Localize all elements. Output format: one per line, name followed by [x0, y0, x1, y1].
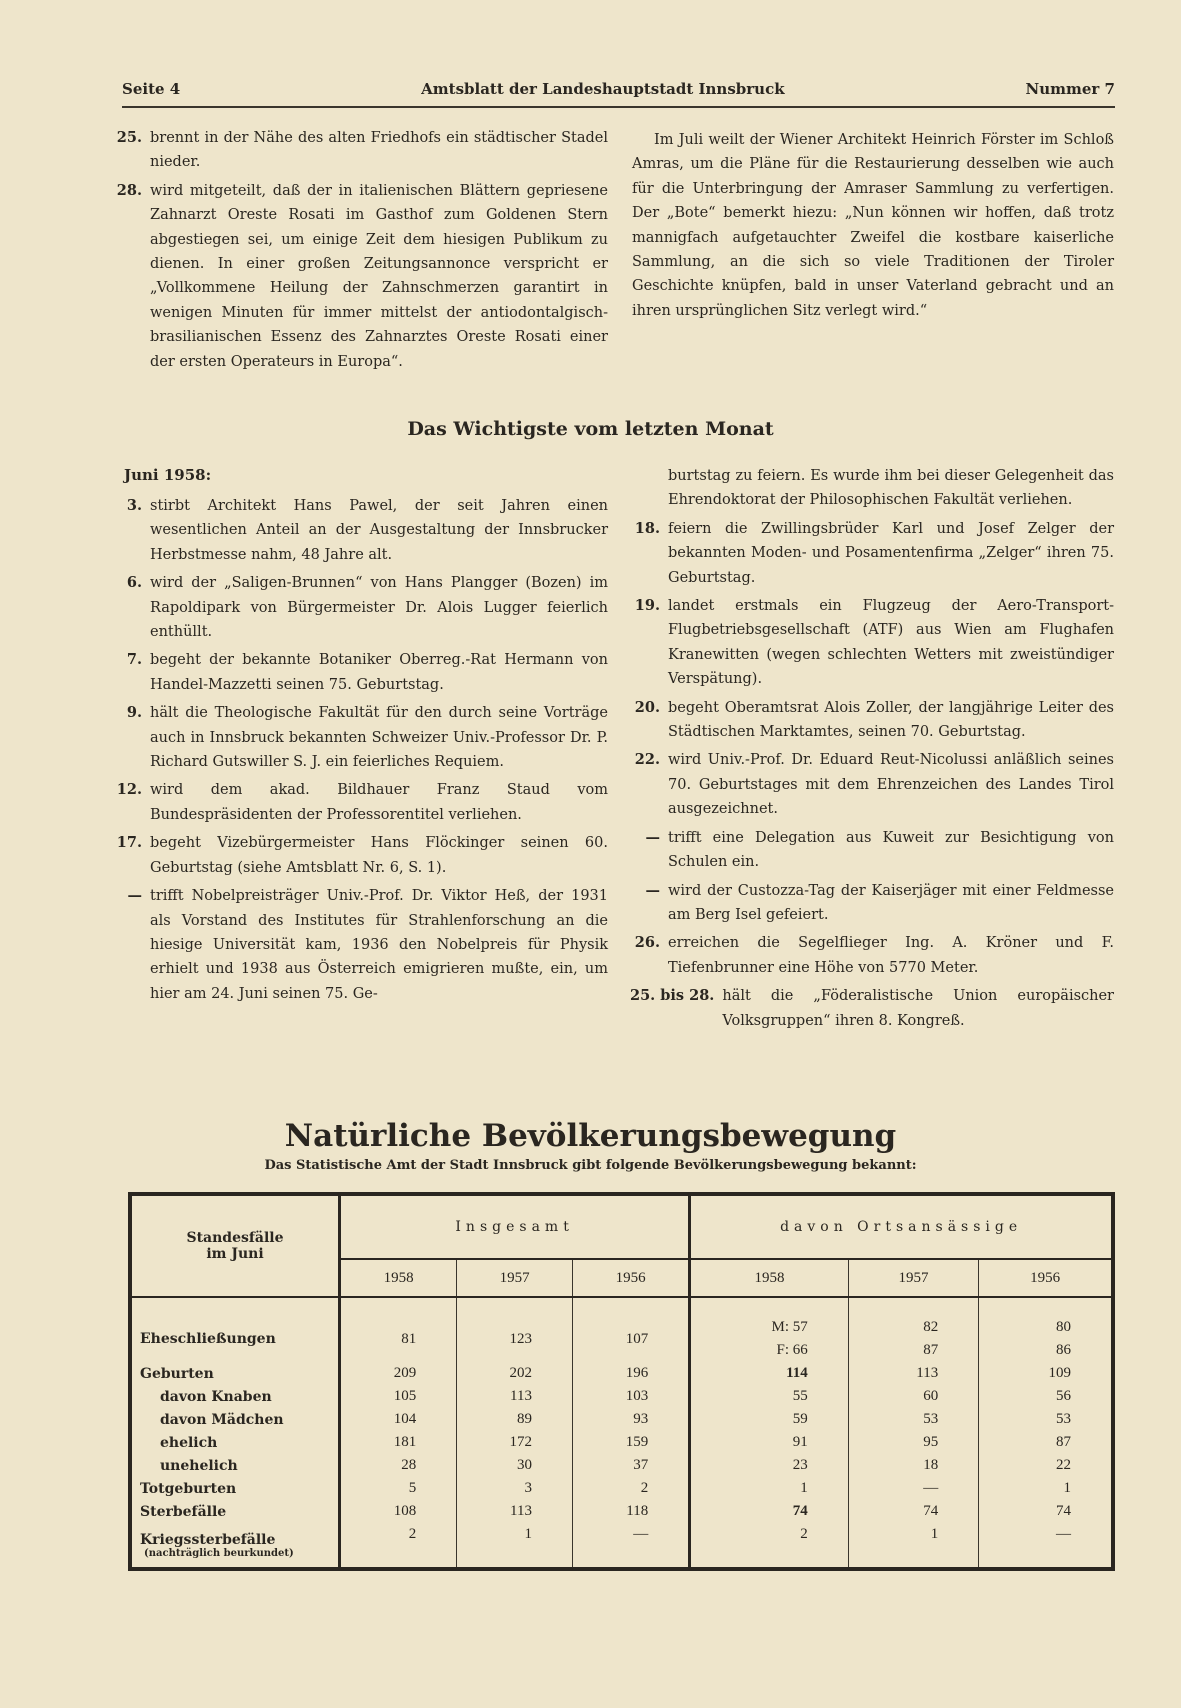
table-row [130, 1523, 1113, 1569]
table-cell: 114 [690, 1362, 849, 1385]
table-cell: 59 [690, 1408, 849, 1431]
table-cell: 123 [457, 1297, 573, 1362]
row-label [130, 1362, 340, 1385]
row-label-text: Kriegssterbefälle [140, 1531, 276, 1548]
event-entry [630, 748, 1114, 821]
events-left-column [112, 494, 608, 1010]
table-cell: 37 [572, 1454, 689, 1477]
table-cell: 1 [690, 1477, 849, 1500]
table-row [130, 1362, 1113, 1385]
table-cell: 55 [690, 1385, 849, 1408]
event-entry [112, 831, 608, 880]
event-text: feiern die Zwillingsbrüder Karl und Josef Zelger der bekannten Moden- und Posamentenfirma „Zelger“ ihren 75. Geburtstag. [668, 520, 1114, 586]
row-label-text: davon Mädchen [160, 1411, 284, 1428]
table-cell: 74 [848, 1500, 978, 1523]
event-day: 7. [126, 651, 142, 669]
table-cell: 22 [979, 1454, 1113, 1477]
events-right-column [630, 464, 1114, 1037]
table-row [130, 1454, 1113, 1477]
event-text: wird Univ.-Prof. Dr. Eduard Reut-Nicolussi anläßlich seines 70. Geburtstages mit dem Ehrenzeichen des Landes Tirol ausgezeichnet. [668, 752, 1114, 818]
table-cell: 5 [340, 1477, 457, 1500]
row-label-text: davon Knaben [160, 1388, 272, 1405]
table-cell: 30 [457, 1454, 573, 1477]
event-day: 9. [126, 704, 142, 722]
table-cell: 95 [848, 1431, 978, 1454]
table-cell: — [572, 1523, 689, 1569]
table-cell: 1 [979, 1477, 1113, 1500]
row-label-text: Geburten [140, 1365, 214, 1382]
event-day: 18. [634, 519, 660, 537]
table-cell: 2 [572, 1477, 689, 1500]
event-day: 28. [116, 181, 142, 199]
table-cell: 1 [848, 1523, 978, 1569]
table-cell: 89 [457, 1408, 573, 1431]
table-cell: M: 57 F: 66 [690, 1297, 849, 1362]
table-cell: 1 [457, 1523, 573, 1569]
page-number: Seite 4 [122, 80, 181, 98]
event-text: stirbt Architekt Hans Pawel, der seit Jahren einen wesentlichen Anteil an der Ausgestaltung der Innsbrucker Herbstmesse nahm, 48 Jahre alt. [150, 498, 608, 563]
event-entry [112, 648, 608, 697]
event-entry [630, 594, 1114, 692]
year-header: 1957 [848, 1259, 978, 1297]
year-header: 1958 [690, 1259, 849, 1297]
group-header-residents: davon Ortsansässige [690, 1194, 1113, 1259]
event-day: 25. [116, 129, 142, 146]
table-cell: 196 [572, 1362, 689, 1385]
event-day: 12. [116, 781, 142, 799]
event-day: 3. [126, 497, 142, 514]
event-entry [112, 571, 608, 644]
table-cell: 60 [848, 1385, 978, 1408]
event-text: erreichen die Segelflieger Ing. A. Kröner und F. Tiefenbrunner eine Höhe von 5770 Meter. [668, 935, 1114, 976]
top-left-column [112, 126, 608, 378]
event-day: 22. [634, 751, 660, 769]
row-label-text: unehelich [160, 1457, 238, 1474]
row-label [130, 1408, 340, 1431]
table-cell: 113 [457, 1385, 573, 1408]
table-cell: 81 [340, 1297, 457, 1362]
row-label-text: ehelich [160, 1434, 218, 1451]
table-cell: 118 [572, 1500, 689, 1523]
table-cell: 23 [690, 1454, 849, 1477]
group-header-total: Insgesamt [340, 1194, 690, 1259]
row-label-text: Sterbefälle [140, 1503, 227, 1520]
table-cell: 105 [340, 1385, 457, 1408]
row-label [130, 1500, 340, 1523]
event-entry [630, 879, 1114, 928]
event-entry [112, 884, 608, 1006]
event-text: begeht Vizebürgermeister Hans Flöckinger seinen 60. Geburtstag (siehe Amtsblatt Nr. 6, S. 1). [150, 835, 608, 876]
table-cell: 82 87 [848, 1297, 978, 1362]
year-header: 1958 [340, 1259, 457, 1297]
event-entry [112, 494, 608, 567]
event-entry [630, 696, 1114, 745]
event-entry [112, 179, 608, 374]
table-cell: 91 [690, 1431, 849, 1454]
table-row [130, 1408, 1113, 1431]
event-day: 20. [634, 698, 660, 716]
table-cell: 103 [572, 1385, 689, 1408]
event-day: 17. [116, 834, 142, 852]
event-entry [630, 826, 1114, 875]
table-cell: 107 [572, 1297, 689, 1362]
issue-number: Nummer 7 [1025, 80, 1115, 98]
event-text: wird der „Saligen-Brunnen“ von Hans Plangger (Bozen) im Rapoldipark von Bürgermeister Dr. Alois Lugger feierlich enthüllt. [150, 575, 608, 641]
table-cell: 2 [340, 1523, 457, 1569]
table-cell: 202 [457, 1362, 573, 1385]
table-cell: 80 86 [979, 1297, 1113, 1362]
event-day: 6. [126, 574, 142, 592]
year-header: 1957 [457, 1259, 573, 1297]
table-cell: 159 [572, 1431, 689, 1454]
table-cell: 113 [848, 1362, 978, 1385]
row-label [130, 1523, 340, 1569]
table-cell: 209 [340, 1362, 457, 1385]
row-label [130, 1477, 340, 1500]
event-entry [112, 778, 608, 827]
table-cell: 56 [979, 1385, 1113, 1408]
row-label [130, 1385, 340, 1408]
table-cell: 87 [979, 1431, 1113, 1454]
row-note: (nachträglich beurkundet) [144, 1547, 294, 1559]
table-cell: 104 [340, 1408, 457, 1431]
section-title: Das Wichtigste vom letzten Monat [407, 418, 774, 440]
table-cell: 74 [690, 1500, 849, 1523]
event-entry [630, 931, 1114, 980]
table-cell: — [848, 1477, 978, 1500]
table-cell: 108 [340, 1500, 457, 1523]
table-cell: 93 [572, 1408, 689, 1431]
population-table [128, 1192, 1115, 1571]
table-cell: 53 [979, 1408, 1113, 1431]
event-text: trifft eine Delegation aus Kuweit zur Besichtigung von Schulen ein. [668, 829, 1114, 871]
table-row [130, 1477, 1113, 1500]
row-label [130, 1297, 340, 1362]
table-cell: 181 [340, 1431, 457, 1454]
publication-title: Amtsblatt der Landeshauptstadt Innsbruck [421, 80, 785, 98]
table-cell: 28 [340, 1454, 457, 1477]
event-day: — [645, 828, 660, 846]
event-entry [630, 517, 1114, 590]
table-subtitle: Das Statistische Amt der Stadt Innsbruck gibt folgende Bevölkerungsbewegung bekannt: [264, 1158, 917, 1173]
event-text: wird mitgeteilt, daß der in italienischen Blättern gepriesene Zahnarzt Oreste Rosati im Gasthof zum Goldenen Stern abgestiegen sei, um einige Zeit dem hiesigen Publikum zu dienen. In einer großen Zeitungsannonce verspricht er „Vollkommene Heilung der Zahnschmerzen garantirt in wenigen Minuten für immer mittelst der antiodontalgisch-brasilianischen Essenz des Zahnarztes Oreste Rosati einer der ersten Operateurs in Europa“. [150, 182, 608, 370]
table-cell: 2 [690, 1523, 849, 1569]
event-text: wird der Custozza-Tag der Kaiserjäger mit einer Feldmesse am Berg Isel gefeiert. [668, 882, 1114, 923]
table-cell: 172 [457, 1431, 573, 1454]
table-cell: 3 [457, 1477, 573, 1500]
corner-label-2: im Juni [206, 1246, 264, 1262]
table-cell: 74 [979, 1500, 1113, 1523]
corner-label: Standesfälle [186, 1230, 284, 1246]
event-entry [112, 701, 608, 774]
table-row [130, 1385, 1113, 1408]
event-continuation: burtstag zu feiern. Es wurde ihm bei dieser Gelegenheit das Ehrendoktorat der Philosophischen Fakultät verliehen. [668, 468, 1114, 509]
page-header [122, 80, 1115, 108]
event-text: begeht Oberamtsrat Alois Zoller, der langjährige Leiter des Städtischen Marktamtes, seinen 70. Geburtstag. [668, 699, 1114, 741]
table-cell: 113 [457, 1500, 573, 1523]
row-label-text: Totgeburten [140, 1480, 237, 1497]
event-day: 19. [634, 597, 660, 615]
event-text: hält die Theologische Fakultät für den durch seine Vorträge auch in Innsbruck bekannten Schweizer Univ.-Professor Dr. P. Richard Gutswiller S. J. ein feierliches Requiem. [150, 705, 608, 771]
event-entry [112, 126, 608, 175]
table-row [130, 1431, 1113, 1454]
corner-header [130, 1194, 340, 1297]
event-day: 26. [634, 934, 660, 952]
table-row [130, 1500, 1113, 1523]
row-label-text: Eheschließungen [140, 1331, 276, 1347]
table-cell: 18 [848, 1454, 978, 1477]
row-label [130, 1454, 340, 1477]
event-text: wird dem akad. Bildhauer Franz Staud vom Bundespräsidenten der Professorentitel verliehen. [150, 782, 608, 823]
table-title: Natürliche Bevölkerungsbewegung [284, 1118, 897, 1154]
event-text: brennt in der Nähe des alten Friedhofs ein städtischer Stadel nieder. [150, 130, 608, 171]
event-day: 25. bis 28. [630, 987, 715, 1005]
event-text: begeht der bekannte Botaniker Oberreg.-Rat Hermann von Handel-Mazzetti seinen 75. Geburtstag. [150, 652, 608, 693]
event-text: trifft Nobelpreisträger Univ.-Prof. Dr. Viktor Heß, der 1931 als Vorstand des Institutes für Strahlenforschung an die hiesige Universität kam, 1936 den Nobelpreis für Physik erhielt und 1938 aus Österreich emigrieren mußte, ein, um hier am 24. Juni seinen 75. Ge- [150, 888, 608, 1002]
row-label [130, 1431, 340, 1454]
month-label: Juni 1958: [124, 466, 212, 484]
top-right-column: Im Juli weilt der Wiener Architekt Heinrich Förster im Schloß Amras, um die Pläne für die Restaurierung desselben wie auch für die Unterbringung der Amraser Sammlung zu verfertigen. Der „Bote“ bemerkt hiezu: „Nun können wir hoffen, daß trotz mannigfach aufgetauchter Zweifel die kostbare kaiserliche Sammlung, an die sich so viele Traditionen der Tiroler Geschichte knüpfen, bald in unser Vaterland gebracht und an ihren ursprünglichen Sitz verlegt wird.“ [632, 132, 1114, 319]
table-cell: 109 [979, 1362, 1113, 1385]
table-row [130, 1297, 1113, 1362]
event-text: landet erstmals ein Flugzeug der Aero-Transport-Flugbetriebsgesellschaft (ATF) aus Wien am Flughafen Kranewitten (wegen schlechten Wetters mit zweistündiger Verspätung). [668, 598, 1114, 688]
event-text: hält die „Föderalistische Union europäischer Volksgruppen“ ihren 8. Kongreß. [722, 988, 1114, 1029]
table-cell: — [979, 1523, 1113, 1569]
event-day: — [127, 887, 142, 905]
table-cell: 53 [848, 1408, 978, 1431]
year-header: 1956 [572, 1259, 689, 1297]
event-day: — [645, 881, 660, 899]
event-entry [630, 984, 1114, 1033]
year-header: 1956 [979, 1259, 1113, 1297]
